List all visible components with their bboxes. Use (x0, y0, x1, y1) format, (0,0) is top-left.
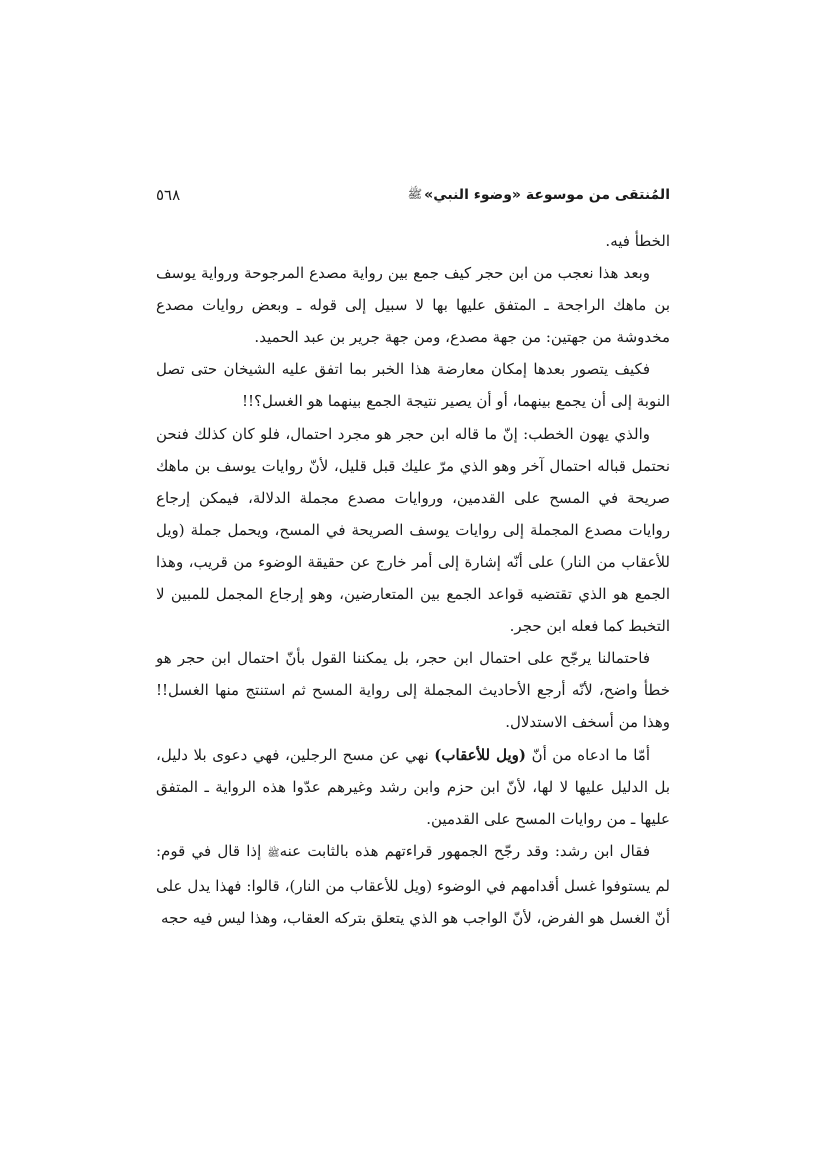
paragraph-text: فقال ابن رشد: وقد رجّح الجمهور قراءتهم هذه بالثابت عنه (279, 841, 650, 860)
salutation-glyph: ﷺ (267, 847, 280, 859)
paragraph-text: إذا قال في قوم: لم يستوفوا غسل أقدامهم في الوضوء (ويل للأعقاب من النار)، قالوا: فهذا يدل على أنّ الغسل هو الفرض، لأنّ الواجب هو الذي يتعلق بتركه العقاب، وهذا ليس فيه حجه (156, 841, 670, 927)
running-header (156, 180, 670, 210)
paragraph-text: أمّا ما ادعاه من أنّ (531, 745, 650, 764)
bold-quote: (ويل للأعقاب) (434, 745, 527, 764)
paragraph: فاحتمالنا يرجّح على احتمال ابن حجر، بل يمكننا القول بأنّ احتمال ابن حجر هو خطأ واضح، لأنّه أرجع الأحاديث المجملة إلى رواية المسح ثم استنتج منها الغسل!! وهذا من أسخف الاستدلال. (156, 649, 670, 732)
body-text (156, 225, 670, 934)
paragraph (156, 739, 670, 835)
book-title-text: المُنتقى من موسوعة «وضوء النبي» (424, 187, 670, 203)
book-title (408, 187, 670, 204)
page-number: ٥٦٨ (156, 186, 181, 204)
paragraph: الخطأ فيه. (605, 232, 670, 250)
paragraph: والذي يهون الخطب: إنّ ما قاله ابن حجر هو مجرد احتمال، فلو كان كذلك فنحن نحتمل قباله احتمال آخر وهو الذي مرّ عليك قبل قليل، لأنّ روايات يوسف بن ماهك صريحة في المسح على القدمين، وروايات مصدع مجملة الدلالة، فيمكن إرجاع روايات مصدع المجملة إلى روايات يوسف الصريحة في المسح، ويحمل جملة (ويل للأعقاب من النار) على أنّه إشارة إلى أمر خارج عن حقيقة الوضوء من قريب، وهذا الجمع هو الذي تقتضيه قواعد الجمع بين المتعارضين، وهو إرجاع المجمل للمبين لا التخبط كما فعله ابن حجر. (156, 424, 670, 636)
paragraph-text: نهي عن مسح الرجلين، فهي دعوى بلا دليل، بل الدليل عليها لا لها، لأنّ ابن حزم وابن رشد وغيرهم عدّوا هذه الرواية ـ المتفق عليها ـ من روايات المسح على القدمين. (156, 745, 670, 828)
paragraph: وبعد هذا نعجب من ابن حجر كيف جمع بين رواية مصدع المرجوحة ورواية يوسف بن ماهك الراجحة ـ المتفق عليها بها لا سبيل إلى قوله ـ وبعض روايات مصدع مخدوشة من جهتين: من جهة مصدع، ومن جهة جرير بن عبد الحميد. (156, 264, 670, 347)
paragraph: فكيف يتصور بعدها إمكان معارضة هذا الخبر بما اتفق عليه الشيخان حتى تصل النوبة إلى أن يجمع بينهما، أو أن يصير نتيجة الجمع بينهما هو الغسل؟!! (156, 360, 670, 411)
paragraph (156, 835, 670, 934)
salutation-glyph: ﷺ (407, 186, 423, 201)
